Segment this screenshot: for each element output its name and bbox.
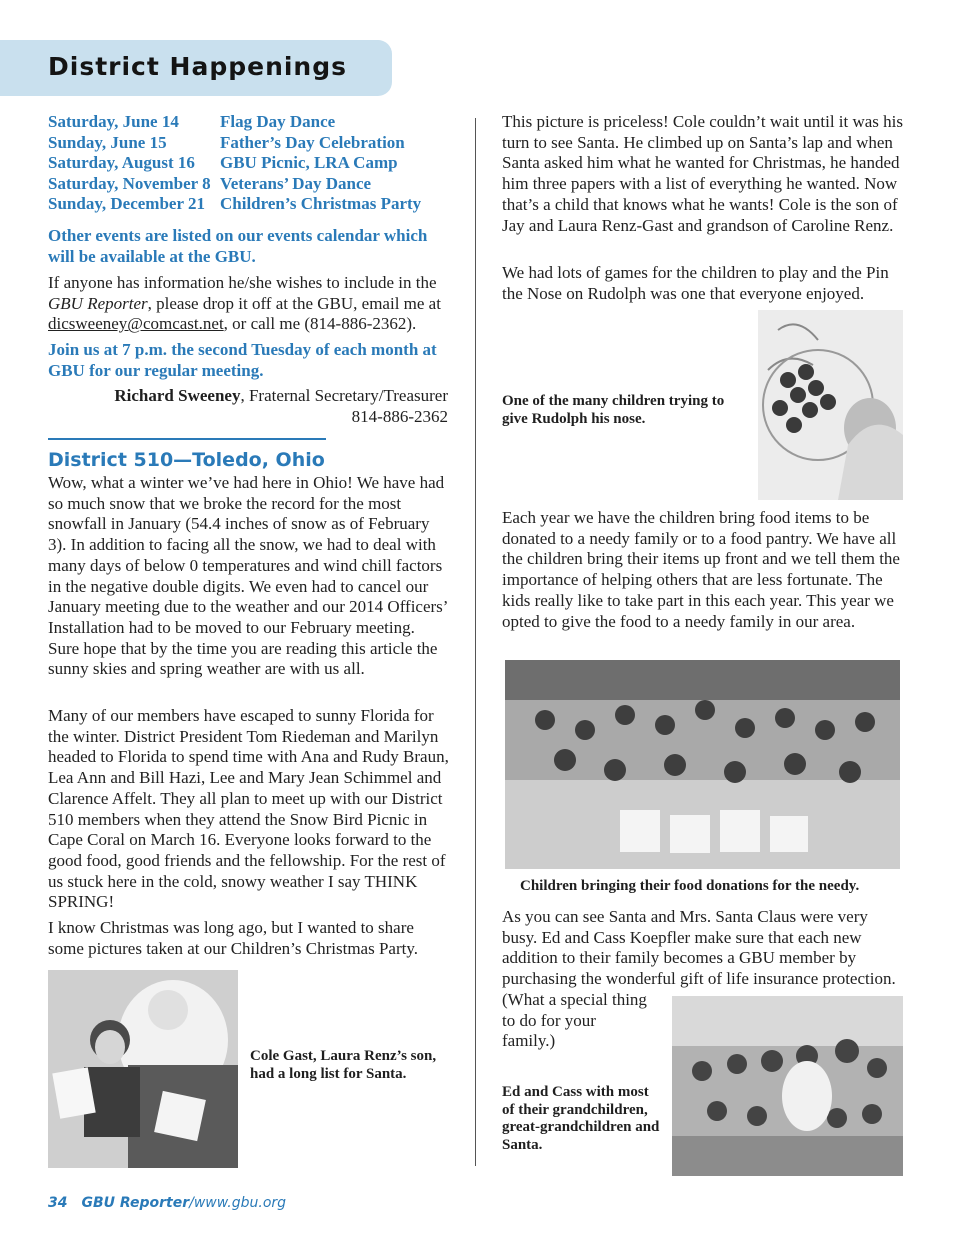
- photo-caption: Cole Gast, Laura Renz’s son, had a long list for Santa.: [250, 1048, 437, 1082]
- column-divider: [475, 118, 476, 1166]
- event-name: Veterans’ Day Dance: [220, 173, 372, 193]
- event-name: Father’s Day Celebration: [220, 132, 405, 152]
- page-footer: [48, 1195, 286, 1211]
- info-paragraph: [48, 273, 452, 335]
- article-paragraph: Each year we have the children bring food items to be donated to a needy family or to a food pantry. We have all the children bring their items up front and we tell them the importance of helping others that are less fortunate. The kids really like to take part in this each year. This year we opted to give the food to a needy family in our area.: [502, 508, 900, 631]
- other-events-note: Other events are listed on our events calendar which will be available at the GBU.: [48, 226, 428, 266]
- photo-illustration: [758, 310, 903, 500]
- event-date: Sunday, June 15: [48, 132, 167, 152]
- page-title: District Happenings: [48, 52, 348, 81]
- info-text-start: If anyone has information he/she wishes to include in the: [48, 273, 437, 292]
- article-paragraph: I know Christmas was long ago, but I wanted to share some pictures taken at our Children’s Christmas Party.: [48, 918, 418, 958]
- event-row: [48, 174, 468, 195]
- signature-title: , Fraternal Secretary/Treasurer: [240, 386, 448, 405]
- signature-phone: 814-886-2362: [351, 406, 448, 426]
- signature-name: Richard Sweeney: [114, 386, 241, 405]
- event-name: Flag Day Dance: [220, 112, 336, 131]
- email-link[interactable]: dicsweeney@comcast.net: [48, 314, 224, 334]
- article-paragraph: We had lots of games for the children to play and the Pin the Nose on Rudolph was one that everyone enjoyed.: [502, 263, 889, 303]
- photo-rudolph-game: [758, 310, 903, 500]
- photo-illustration: [672, 996, 903, 1176]
- publication-title: GBU Reporter: [81, 1195, 190, 1211]
- events-schedule: [48, 112, 468, 215]
- photo-caption: One of the many children trying to give Rudolph his nose.: [502, 393, 725, 427]
- section-title: District 510—Toledo, Ohio: [48, 449, 325, 471]
- page-number: 34: [48, 1195, 68, 1211]
- event-date: Saturday, November 8: [48, 173, 211, 193]
- event-date: Saturday, June 14: [48, 112, 179, 131]
- article-paragraph: As you can see Santa and Mrs. Santa Claus were very busy. Ed and Cass Koepfler make sure that each new addition to their family becomes a GBU member by purchasing the wonderful gift of life insurance protection.: [502, 907, 896, 989]
- event-row: [48, 194, 468, 215]
- signature-block: [48, 386, 448, 427]
- event-row: [48, 112, 468, 133]
- photo-illustration: [505, 660, 900, 869]
- article-paragraph: This picture is priceless! Cole couldn’t wait until it was his turn to see Santa. He climbed up on Santa’s lap and when Santa asked him what he wanted for Christmas, he handed him three papers with a list of everything he wanted. Now that’s a child that knows what he wants! Cole is the son of Jay and Laura Renz-Gast and grandson of Caroline Renz.: [502, 112, 904, 235]
- article-paragraph: Wow, what a winter we’ve had here in Ohio! We have had so much snow that we broke the record for the most snowfall in January (54.4 inches of snow as of February 3). In addition to facing all the snow, we had to deal with many days of below 0 temperatures and wind chill factors in the negative double digits. We even had to cancel our January meeting due to the weather and our 2014 Officers’ Installation had to be moved to our February meeting. Sure hope that by the time you are reading this article the sunny skies and spring weather are with us all.: [48, 473, 448, 679]
- event-row: [48, 133, 468, 154]
- photo-food-donations: [505, 660, 900, 869]
- event-date: Sunday, December 21: [48, 194, 205, 214]
- info-text-mid: , please drop it off at the GBU, email me at: [147, 293, 441, 313]
- publication-name: GBU Reporter: [48, 293, 148, 313]
- signature-line: [48, 386, 448, 407]
- info-text-end: , or call me (814-886-2362).: [223, 314, 417, 334]
- photo-cole-santa: [48, 970, 238, 1168]
- article-paragraph: (What a special thing to do for your family.): [502, 990, 647, 1051]
- section-rule: [48, 438, 326, 440]
- header-banner: [0, 40, 392, 96]
- article-paragraph: Many of our members have escaped to sunny Florida for the winter. District President Tom Riedeman and Marilyn headed to Florida to spend time with Ana and Rudy Braun, Lea Ann and Bill Hazi, Lee and Mary Jean Schimmel and Clarence Affelt. They all plan to meet up with our District 510 members when they attend the Snow Bird Picnic in Cape Coral on March 16. Everyone looks forward to the good food, good friends and the fellowship. For the rest of us stuck here in the cold, snowy weather I say THINK SPRING!: [48, 706, 449, 912]
- website-link[interactable]: /www.gbu.org: [189, 1195, 287, 1211]
- photo-caption: Children bringing their food donations for the needy.: [520, 878, 860, 894]
- event-row: [48, 153, 468, 174]
- event-name: GBU Picnic, LRA Camp: [220, 153, 398, 173]
- photo-illustration: [48, 970, 238, 1168]
- photo-caption: Ed and Cass with most of their grandchildren, great-grandchildren and Santa.: [502, 1084, 660, 1153]
- event-name: Children’s Christmas Party: [220, 194, 422, 214]
- photo-ed-cass-santa: [672, 996, 903, 1176]
- event-date: Saturday, August 16: [48, 153, 195, 173]
- meeting-note: Join us at 7 p.m. the second Tuesday of each month at GBU for our regular meeting.: [48, 340, 437, 380]
